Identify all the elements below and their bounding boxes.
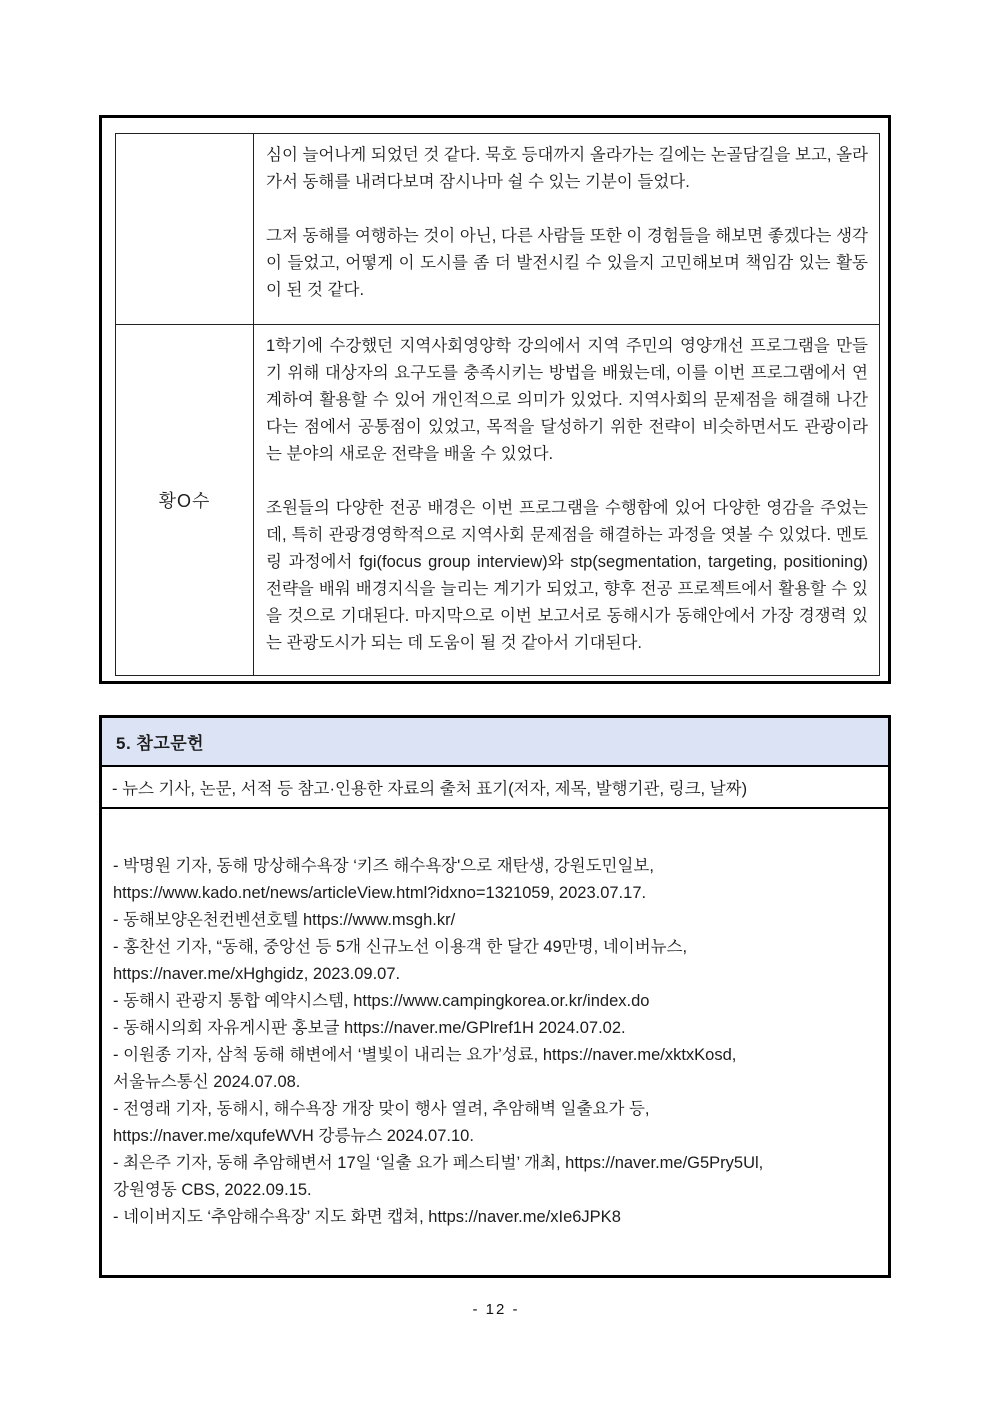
reference-line: - 홍찬선 기자, “동해, 중앙선 등 5개 신규노선 이용객 한 달간 49만명, 네이버뉴스, bbox=[113, 938, 688, 956]
reference-line: - 이원종 기자, 삼척 동해 해변에서 ‘별빛이 내리는 요가’성료, https://naver.me/xktxKosd, bbox=[113, 1046, 737, 1064]
member-name-cell: 황O수 bbox=[116, 325, 254, 675]
section-title: 5. 참고문헌 bbox=[116, 734, 205, 753]
feedback-table-outer-frame bbox=[99, 115, 891, 684]
feedback-paragraph: 1학기에 수강했던 지역사회영양학 강의에서 지역 주민의 영양개선 프로그램을 만들기 위해 대상자의 요구도를 충족시키는 방법을 배웠는데, 이를 이번 프로그램에서 연계하여 활용할 수 있어 개인적으로 의미가 있었다. 지역사회의 문제점을 해결해 나간다는 점에서 공통점이 있었고, 목적을 달성하기 위한 전략이 비슷하면서도 관광이라는 분야의 새로운 전략을 배울 수 있었다. bbox=[266, 337, 868, 463]
references-list bbox=[102, 809, 888, 1275]
reference-line: - 동해보양온천컨벤션호텔 https://www.msgh.kr/ bbox=[113, 911, 456, 929]
reference-line: - 전영래 기자, 동해시, 해수욕장 개장 맞이 행사 열려, 추암해벽 일출요가 등, bbox=[113, 1100, 650, 1118]
references-table bbox=[99, 715, 891, 1278]
feedback-paragraph: 심이 늘어나게 되었던 것 같다. 묵호 등대까지 올라가는 길에는 논골담길을 보고, 올라가서 동해를 내려다보며 잠시나마 쉴 수 있는 기분이 들었다. bbox=[266, 146, 868, 191]
reference-line: - 네이버지도 ‘추암해수욕장’ 지도 화면 캡쳐, https://naver.me/xIe6JPK8 bbox=[113, 1208, 621, 1226]
feedback-table bbox=[115, 133, 880, 676]
table-row bbox=[116, 325, 879, 675]
reference-line: https://naver.me/xHghgidz, 2023.09.07. bbox=[113, 965, 401, 983]
page-number: - 12 - bbox=[472, 1301, 520, 1318]
reference-line: - 최은주 기자, 동해 추암해변서 17일 ‘일출 요가 페스티벌’ 개최, https://naver.me/G5Pry5Ul, bbox=[113, 1154, 764, 1172]
reference-line: - 박명원 기자, 동해 망상해수욕장 ‘키즈 해수욕장'으로 재탄생, 강원도민일보, bbox=[113, 857, 654, 875]
reference-line: 강원영동 CBS, 2022.09.15. bbox=[113, 1181, 312, 1199]
feedback-text-cell bbox=[254, 325, 879, 675]
table-row bbox=[116, 134, 879, 325]
references-description: - 뉴스 기사, 논문, 서적 등 참고·인용한 자료의 출처 표기(저자, 제목, 발행기관, 링크, 날짜) bbox=[112, 780, 748, 798]
reference-line: 서울뉴스통신 2024.07.08. bbox=[113, 1073, 301, 1091]
reference-line: https://naver.me/xqufeWVH 강릉뉴스 2024.07.10. bbox=[113, 1127, 474, 1145]
feedback-paragraph: 그저 동해를 여행하는 것이 아닌, 다른 사람들 또한 이 경험들을 해보면 좋겠다는 생각이 들었고, 어떻게 이 도시를 좀 더 발전시킬 수 있을지 고민해보며 책임감 있는 활동이 된 것 같다. bbox=[266, 227, 868, 299]
references-description-row bbox=[102, 767, 888, 809]
feedback-text-cell bbox=[254, 134, 879, 324]
member-name-cell bbox=[116, 134, 254, 324]
feedback-paragraph: 조원들의 다양한 전공 배경은 이번 프로그램을 수행함에 있어 다양한 영감을 주었는데, 특히 관광경영학적으로 지역사회 문제점을 해결하는 과정을 엿볼 수 있었다. 멘토링 과정에서 fgi(focus group interview)와 stp(segmentation, targeting, positioning) 전략을 배워 배경지식을 늘리는 계기가 되었고, 향후 전공 프로젝트에서 활용할 수 있을 것으로 기대된다. 마지막으로 이번 보고서로 동해시가 동해안에서 가장 경쟁력 있는 관광도시가 되는 데 도움이 될 것 같아서 기대된다. bbox=[266, 499, 868, 652]
references-section-header bbox=[102, 718, 888, 767]
reference-line: - 동해시의회 자유게시판 홍보글 https://naver.me/GPlref1H 2024.07.02. bbox=[113, 1019, 626, 1037]
reference-line: - 동해시 관광지 통합 예약시스템, https://www.campingkorea.or.kr/index.do bbox=[113, 992, 650, 1010]
reference-line: https://www.kado.net/news/articleView.html?idxno=1321059, 2023.07.17. bbox=[113, 884, 647, 902]
